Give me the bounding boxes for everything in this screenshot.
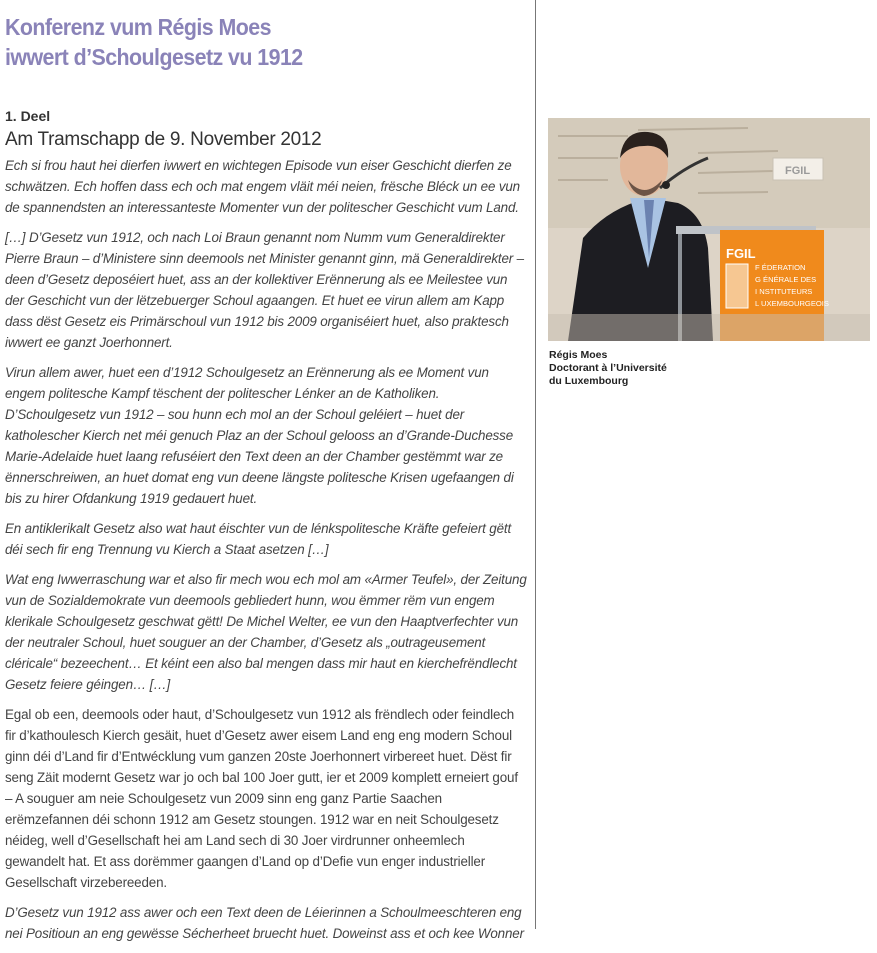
banner-line: I NSTITUTEURS [755, 287, 813, 296]
article-title [5, 12, 490, 72]
paragraph: Virun allem awer, huet een d’1912 Schoulgesetz an Erënnerung als ee Moment vun engem politesche Kampf tëschent der politescher Lénker an de Katholiken. D’Schoulgesetz vun 1912 – sou hunn ech mol an der Schoul geléiert – huet der katholescher Kierch net méi genuch Plaz an der Schoul gelooss an d’Grande-Duchesse Marie-Adelaide huet laang refuséiert den Text deen an der Chamber gestëmmt war ze ënnerschreiwen, an huet domat eng vun deene längste politesche Krisen ugefaangen di bis zu hirer Ofdankung 1919 gedauert huet. [5, 365, 514, 506]
title-line-2: iwwert d’Schoulgesetz vu 1912 [5, 44, 303, 70]
caption-name: Régis Moes [549, 349, 608, 361]
banner-logo: FGIL [726, 246, 756, 261]
banner-line: G ÉNÉRALE DES [755, 275, 817, 284]
speaker-photo [548, 118, 870, 341]
paragraph: […] D’Gesetz vun 1912, och nach Loi Braun genannt nom Numm vum Generaldirekter Pierre Braun – d’Ministere sinn deemools net Minister genannt ginn, mä Generaldirekter – deen d’Gesetz deposéiert huet, ass an der kollektiver Erënnerung als ee Meilestee vun der Geschicht vun der lëtzebuerger Schoul agaangen. Et huet ee virun allem am Kapp dass dëst Gesetz eis Primärschoul vun 1912 bis 2009 organiséiert huet, also praktesch iwwert ee ganzt Joerhonnert. [5, 230, 524, 350]
paragraph: Egal ob een, deemools oder haut, d’Schoulgesetz vun 1912 als frëndlech oder feindlech fir d’kathoulesch Kierch gesäit, huet d’Gesetz awer eisem Land eng eng modern Schoul ginn déi d’Land fir d’Entwécklung vum ganzen 20ste Joerhonnert virbereet huet. Dëst fir seng Zäit modernt Gesetz war jo och bal 100 Joer gutt, ier et 2009 komplett erneiert gouf – A souguer am neie Schoulgesetz vun 2009 sinn eng ganz Partie Saachen erëmzefannen déi schonn 1912 am Gesetz stoungen. 1912 war en neit Schoulgesetz néideg, well d’Gesellschaft hei am Land sech di 30 Joer virdrunner onheemlech gewandelt hat. Et ass dorëmmer gaangen d’Land op d’Defie vun enger industrieller Gesellschaft virzebereeden. [5, 707, 518, 890]
banner-line: F ÉDERATION [755, 263, 806, 272]
paragraph: Ech si frou haut hei dierfen iwwert en wichtegen Episode vun eiser Geschicht dierfen ze schwätzen. Ech hoffen dass ech och mat engem vläit méi neien, frësche Bléck un ee vun de spannendsten an interessanteste Momenter vun der politescher Geschicht vum Land. [5, 158, 520, 215]
caption-affiliation-2: du Luxembourg [549, 375, 629, 387]
paragraph: En antiklerikalt Gesetz also wat haut éischter vun de lénkspolitesche Kräfte gefeiert gëtt déi sech fir eng Trennung vu Kierch a Staat asetzen […] [5, 521, 512, 557]
screen-logo: FGIL [785, 165, 811, 177]
article-column [5, 0, 527, 953]
title-line-1: Konferenz vum Régis Moes [5, 14, 271, 40]
part-label: 1. Deel [5, 108, 51, 124]
speaker-photo-illustration [548, 118, 870, 341]
paragraph: D’Gesetz vun 1912 ass awer och een Text deen de Léierinnen a Schoulmeeschteren eng nei Positioun an eng gewësse Sécherheet bruecht huet. Doweinst ass et och kee Wonner [5, 905, 524, 941]
article-subtitle: Am Tramschapp de 9. November 2012 [5, 129, 322, 150]
caption-affiliation: Doctorant à l’Université [549, 362, 667, 374]
banner-line: L UXEMBOURGEOIS [755, 299, 829, 308]
article-body [5, 155, 527, 944]
paragraph: Wat eng Iwwerraschung war et also fir mech wou ech mol am «Armer Teufel», der Zeitung vun de Sozialdemokrate vun deemools gebliedert hunn, wou ëmmer rëm vun engem klerikale Schoulgesetz geschwat gëtt! De Michel Welter, ee vun den Haaptverfechter vun der neutraler Schoul, huet souguer an der Chamber, d’Gesetz als „outrageusement cléricale“ bezeechent… Et kéint een also bal mengen dass mir haut en kierchefrëndlecht Gesetz feiere géingen… […] [5, 572, 527, 692]
column-divider [535, 0, 536, 929]
photo-caption [549, 349, 667, 388]
